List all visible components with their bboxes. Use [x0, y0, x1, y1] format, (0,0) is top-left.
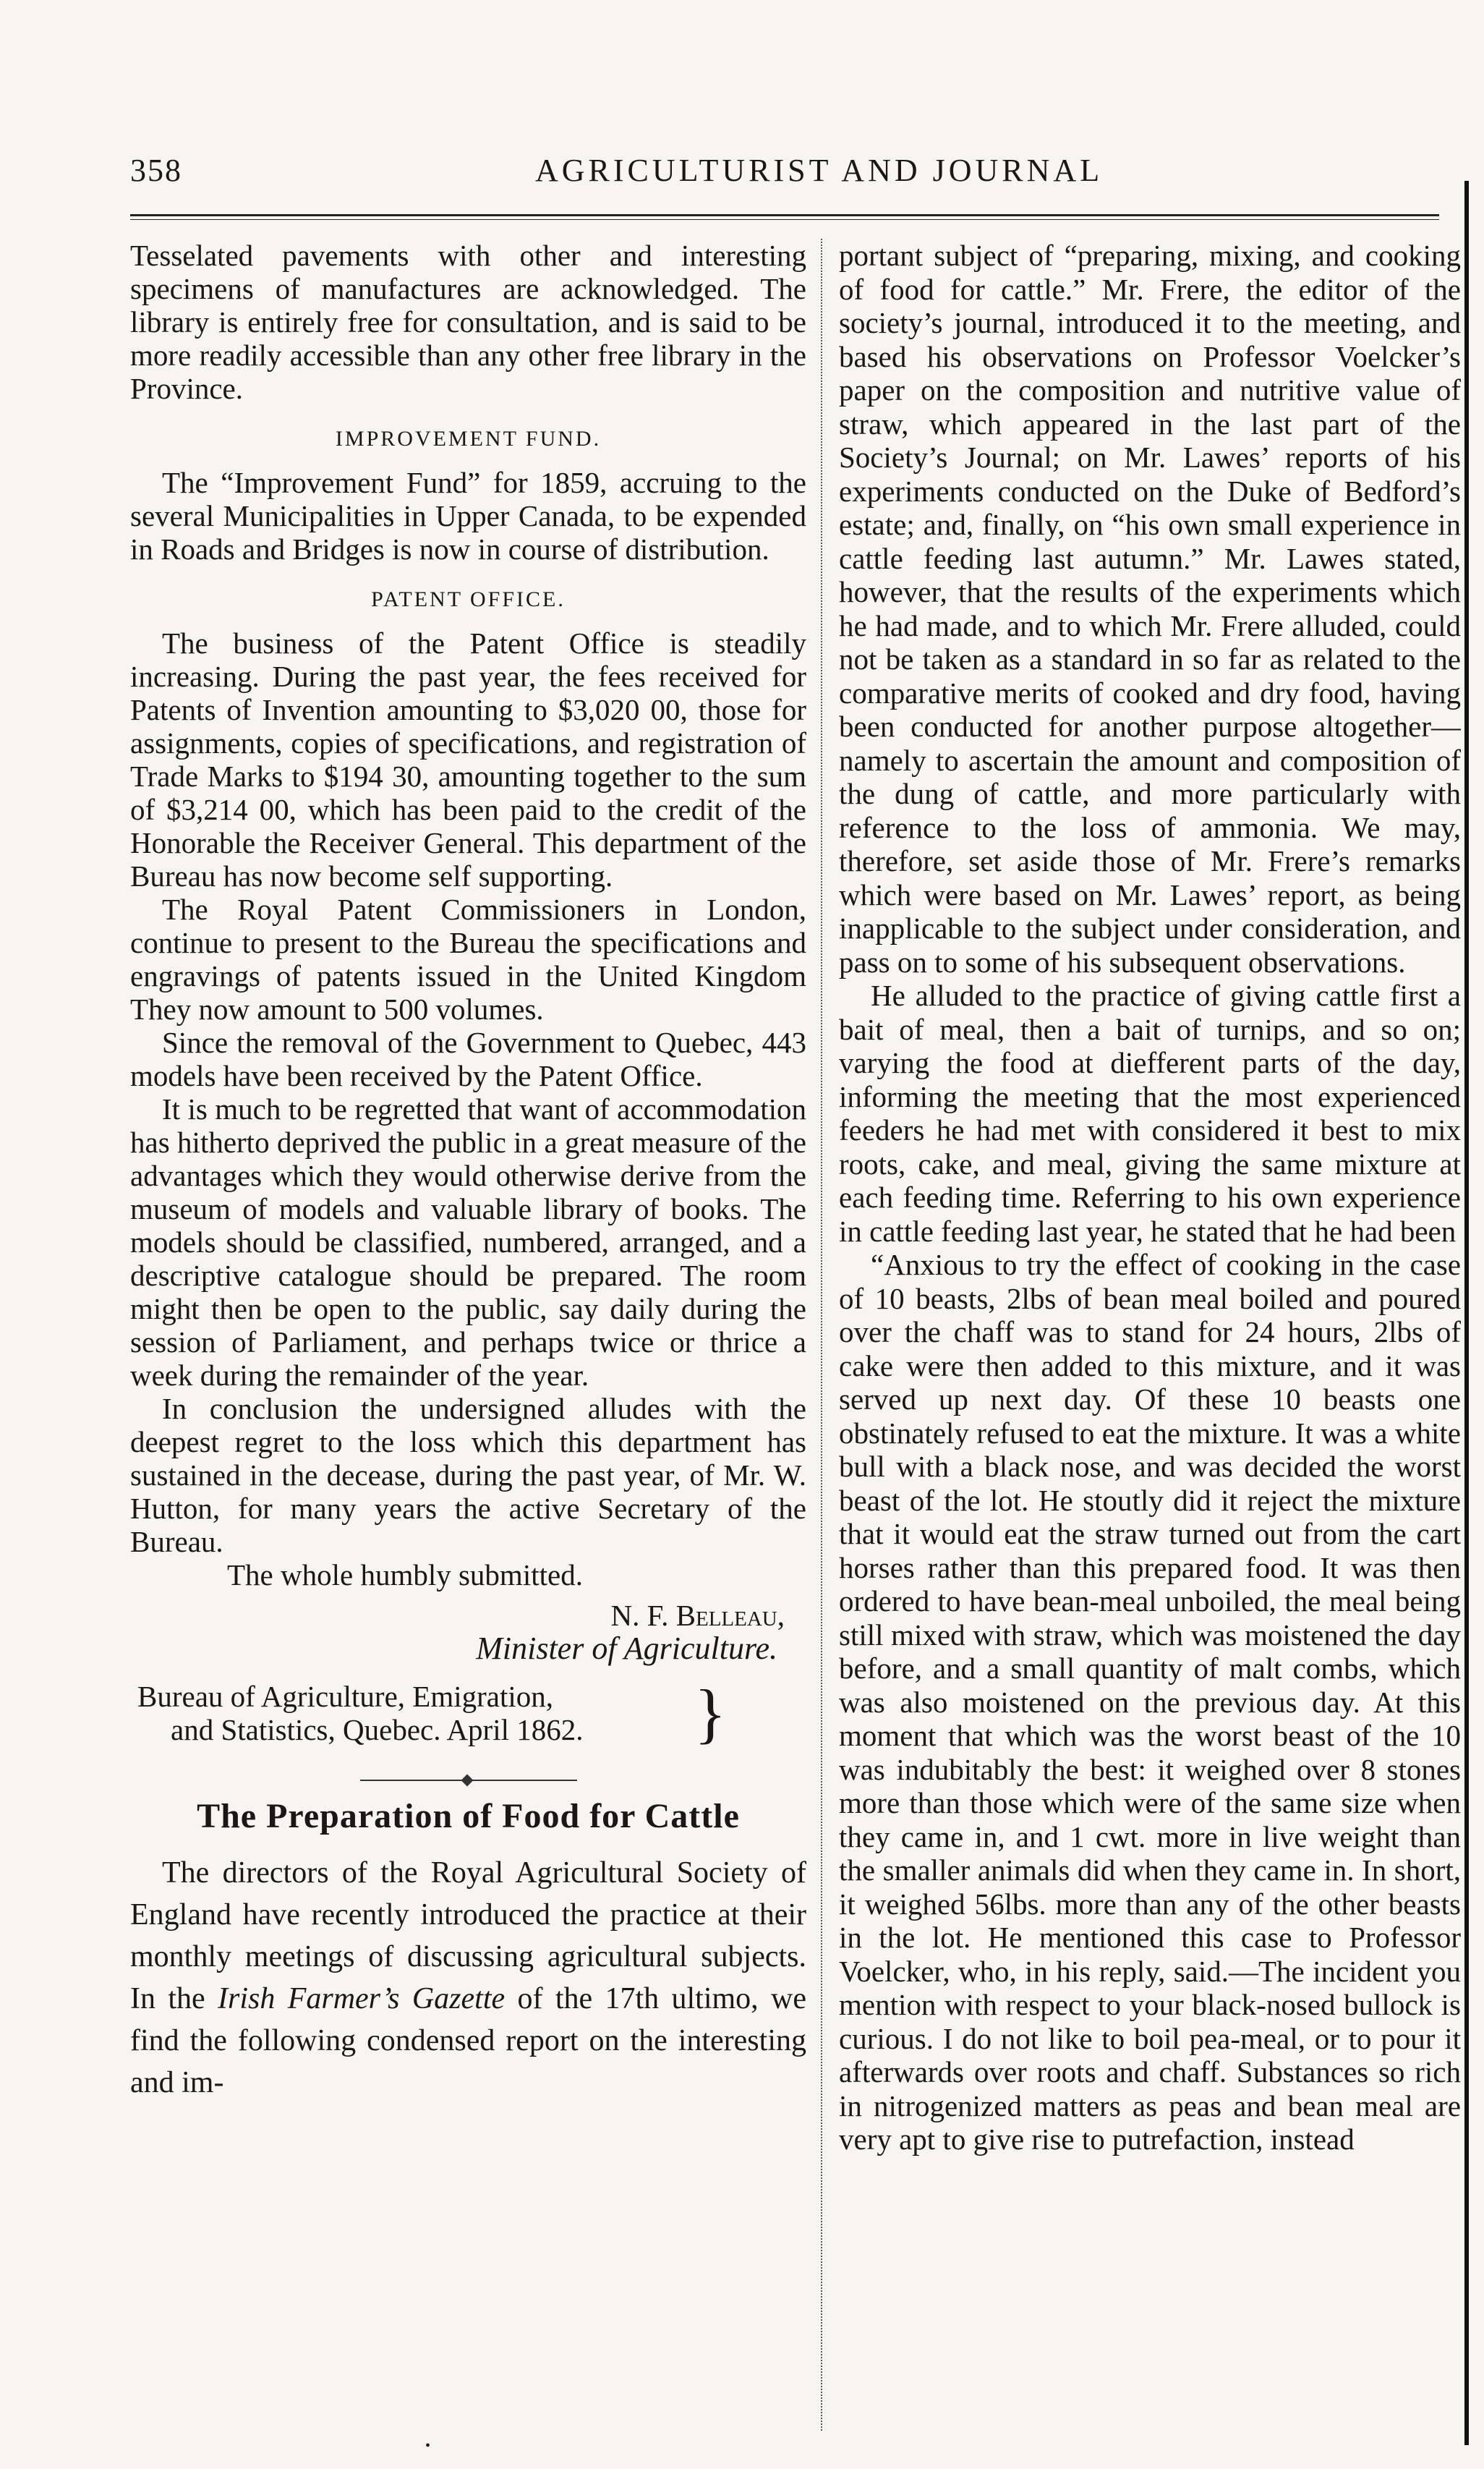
brace-icon: } — [694, 1676, 727, 1750]
improvement-fund-paragraph: The “Improvement Fund” for 1859, accruing to the several Municipalities in Upper Canada, to be expended in Roads and Bridges is now in course of distribution. — [130, 466, 806, 566]
right-paragraph-2: He alluded to the practice of giving cattle first a bait of meal, then a bait of turnips, and so on; varying the food at diefferent parts of the day, informing the meeting that the most experienced feeders he had met with considered it best to mix roots, cake, and meal, giving the same mixture at each feeding time. Referring to his own experience in cattle feeding last year, he stated that he had been — [839, 979, 1461, 1248]
article-intro-publication: Irish Farmer’s Gazette — [218, 1982, 506, 2015]
page-number: 358 — [130, 153, 182, 188]
right-paragraph-1: portant subject of “preparing, mixing, and cooking of food for cattle.” Mr. Frere, the editor of the society’s journal, introduced it to the meeting, and based his observations on Professor Voelcker’s paper on the composition and nutritive value of straw, which appeared in the last part of the Society’s Journal; on Mr. Lawes’ reports of his experiments conducted on the Duke of Bedford’s estate; and, finally, on “his own small experience in cattle feeding last autumn.” Mr. Lawes stated, however, that the results of the experiments which he had made, and to which Mr. Frere alluded, could not be taken as a standard in so far as related to the comparative merits of cooked and dry food, having been conducted for another purpose altogether—namely to ascertain the amount and composition of the dung of cattle, and more particularly with reference to the loss of ammonia. We may, therefore, set aside those of Mr. Frere’s remarks which were based on Mr. Lawes’ report, as being inapplicable to the subject under consideration, and pass on to some of his subsequent observations. — [839, 239, 1461, 979]
right-column — [839, 239, 1461, 2423]
right-paragraph-3: “Anxious to try the effect of cooking in the case of 10 beasts, 2lbs of bean meal boiled and poured over the chaff was to stand for 24 hours, 2lbs of cake were then added to this mixture, and it was served up next day. Of these 10 beasts one obstinately refused to eat the mixture. It was a white bull with a black nose, and was decided the worst beast of the lot. He stoutly did it reject the mixture that it would eat the straw turned out from the cart horses rather than this prepared food. It was then ordered to have bean-meal unboiled, the meal being still mixed with straw, which was moistened the day before, and a small quantity of malt combs, which was also moistened on the previous day. At this moment that which was the worst beast of the 10 was indubitably the best: it weighed over 8 stones more than those which were of the same size when they came in, and 1 cwt. more in live weight than the smaller animals did when they came in. In short, it weighed 56lbs. more than any of the other beasts in the lot. He mentioned this case to Professor Voelcker, who, in his reply, said.—The incident you mention with respect to your black-nosed bullock is curious. I do not like to boil pea-meal, or to pour it afterwards over roots and chaff. Substances so rich in nitrogenized matters as peas and bean meal are very apt to give rise to putrefaction, instead — [839, 1248, 1461, 2156]
patent-paragraph-5: In conclusion the undersigned alludes with the deepest regret to the loss which this department has sustained in the decease, during the past year, of Mr. W. Hutton, for many years the active Secretary of the Bureau. — [130, 1392, 806, 1558]
dateline — [130, 1676, 806, 1750]
article-intro-paragraph — [130, 1852, 806, 2104]
article-intro-text-b: of the 17th ultimo, we find the following condensed report on the interesting and im- — [130, 1982, 806, 2099]
page-edge-shadow — [1464, 181, 1469, 2445]
signature-title: Minister of Agriculture. — [476, 1631, 777, 1666]
running-title: AGRICULTURIST AND JOURNAL — [535, 153, 1104, 188]
dateline-line-2: and Statistics, Quebec. April 1862. — [171, 1713, 584, 1746]
signature-block — [130, 1599, 806, 1665]
bottom-mark: • — [425, 2438, 431, 2454]
signature-name: N. F. Belleau, — [610, 1599, 785, 1632]
patent-paragraph-3: Since the removal of the Government to Quebec, 443 models have been received by the Patent Office. — [130, 1026, 806, 1092]
page-header — [108, 145, 1432, 203]
ornamental-rule — [360, 1775, 577, 1785]
improvement-fund-heading: IMPROVEMENT FUND. — [335, 427, 602, 451]
left-column — [130, 239, 806, 2423]
patent-paragraph-4: It is much to be regretted that want of accommodation has hitherto deprived the public in a great measure of the advantages which they would otherwise derive from the museum of models and valuable library of books. The models should be classified, numbered, arranged, and a descriptive catalogue should be prepared. The room might then be open to the public, say daily during the session of Parliament, and perhaps twice or thrice a week during the remainder of the year. — [130, 1092, 806, 1392]
article-title: The Preparation of Food for Cattle — [197, 1797, 740, 1835]
patent-paragraph-1: The business of the Patent Office is steadily increasing. During the past year, the fees received for Patents of Invention amounting to $3,020 00, those for assignments, copies of specifications, and registration of Trade Marks to $194 30, amounting together to the sum of $3,214 00, which has been paid to the credit of the Honorable the Receiver General. This department of the Bureau has now become self supporting. — [130, 626, 806, 893]
header-rule — [130, 214, 1439, 220]
patent-office-heading: PATENT OFFICE. — [371, 587, 566, 611]
patent-paragraph-2: The Royal Patent Commissioners in London, continue to present to the Bureau the specifications and engravings of patents issued in the United Kingdom They now amount to 500 volumes. — [130, 893, 806, 1026]
dateline-line-1: Bureau of Agriculture, Emigration, — [137, 1680, 553, 1713]
article-intro-text-a: The directors of the Royal Agricultural Society of England have recently introduced the practice at their monthly meetings of discussing agricultural subjects. In the — [130, 1856, 806, 2015]
library-paragraph: Tesselated pavements with other and interesting specimens of manufactures are acknowledged. The library is entirely free for consultation, and is said to be more readily accessible than any other free library in the Province. — [130, 239, 806, 405]
column-divider — [821, 239, 822, 2431]
closing-line: The whole humbly submitted. — [227, 1558, 583, 1592]
